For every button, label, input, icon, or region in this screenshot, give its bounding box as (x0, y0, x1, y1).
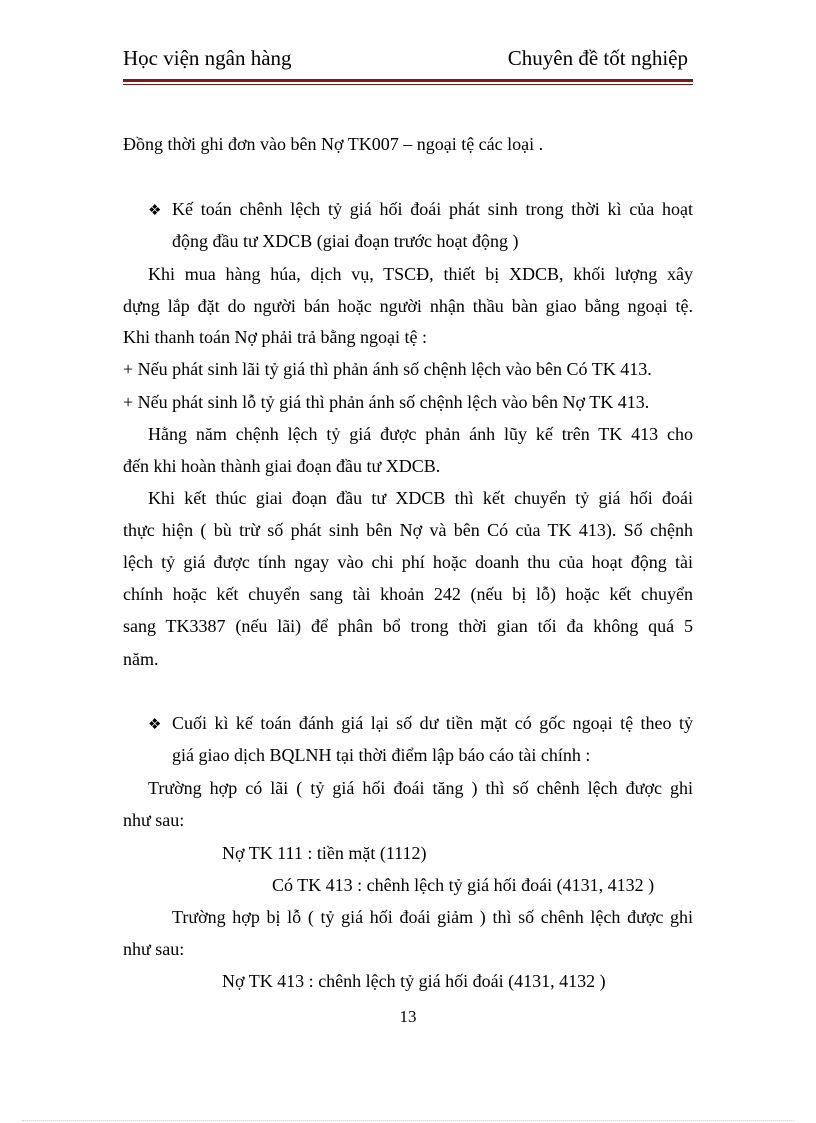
paragraph-3-line-2: thực hiện ( bù trừ số phát sinh bên Nợ và bên Có của TK 413). Số chệnh (123, 520, 693, 540)
header-document-title: Chuyên đề tốt nghiệp (507, 46, 688, 70)
bullet-2-line-2: giá giao dịch BQLNH tại thời điểm lập báo cáo tài chính : (172, 745, 591, 765)
paragraph-2-line-2: đến khi hoàn thành giai đoạn đầu tư XDCB. (123, 456, 441, 476)
plus-item-gain: + Nếu phát sinh lãi tỷ giá thì phản ánh số chệnh lệch vào bên Có TK 413. (123, 359, 652, 379)
header-rule-thin (123, 84, 693, 85)
paragraph-3-line-1: Khi kết thúc giai đoạn đầu tư XDCB thì kết chuyển tỷ giá hối đoái (148, 488, 693, 508)
bullet-1-text-1: Kế toán chênh lệch tỷ giá hối đoái phát sinh trong thời kì của hoạt (172, 199, 693, 219)
paragraph-4-line-1: Trường hợp có lãi ( tỷ giá hối đoái tăng ) thì số chênh lệch được ghi (148, 778, 693, 798)
paragraph-3-line-6: năm. (123, 649, 159, 669)
paragraph-2-line-1: Hằng năm chệnh lệch tỷ giá được phản ánh lũy kế trên TK 413 cho (148, 424, 693, 444)
body-line-intro: Đồng thời ghi đơn vào bên Nợ TK007 – ngoại tệ các loại . (123, 134, 544, 154)
footer-divider (22, 1120, 794, 1121)
header-rule-thick (123, 79, 693, 82)
bullet-2-line-1 (148, 712, 693, 735)
bullet-1-line-2: động đầu tư XDCB (giai đoạn trước hoạt động ) (172, 231, 519, 251)
paragraph-1-line-3: Khi thanh toán Nợ phải trả bằng ngoại tệ : (123, 327, 427, 347)
plus-item-loss: + Nếu phát sinh lỗ tỷ giá thì phản ánh số chệnh lệch vào bên Nợ TK 413. (123, 392, 650, 412)
paragraph-3-line-3: lệch tỷ giá được tính ngay vào chi phí hoặc doanh thu của hoạt động tài (123, 552, 693, 572)
journal-entry-2-debit: Nợ TK 413 : chênh lệch tỷ giá hối đoái (4131, 4132 ) (222, 971, 606, 991)
paragraph-4-line-2: như sau: (123, 810, 185, 830)
paragraph-5-line-2: như sau: (123, 939, 185, 959)
paragraph-1-line-2: dựng lắp đặt do người bán hoặc người nhận thầu bàn giao bằng ngoại tệ. (123, 296, 693, 316)
paragraph-5-line-1: Trường hợp bị lỗ ( tỷ giá hối đoái giảm ) thì số chênh lệch được ghi (172, 907, 693, 927)
journal-entry-1-credit: Có TK 413 : chênh lệch tỷ giá hối đoái (4131, 4132 ) (272, 875, 655, 895)
page-number: 13 (399, 1007, 417, 1026)
header-institution: Học viện ngân hàng (123, 46, 292, 70)
bullet-2-text-1: Cuối kì kế toán đánh giá lại số dư tiền mặt có gốc ngoại tệ theo tỷ (172, 713, 693, 733)
paragraph-1-line-1: Khi mua hàng húa, dịch vụ, TSCĐ, thiết bị XDCB, khối lượng xây (148, 264, 693, 284)
diamond-bullet-icon: ❖ (148, 715, 162, 733)
journal-entry-1-debit: Nợ TK 111 : tiền mặt (1112) (222, 843, 427, 863)
paragraph-3-line-5: sang TK3387 (nếu lãi) để phân bổ trong thời gian tối đa không quá 5 (123, 616, 693, 636)
paragraph-3-line-4: chính hoặc kết chuyển sang tài khoản 242 (nếu bị lỗ) hoặc kết chuyển (123, 584, 693, 604)
bullet-1-line-1 (148, 198, 693, 221)
diamond-bullet-icon: ❖ (148, 201, 162, 219)
